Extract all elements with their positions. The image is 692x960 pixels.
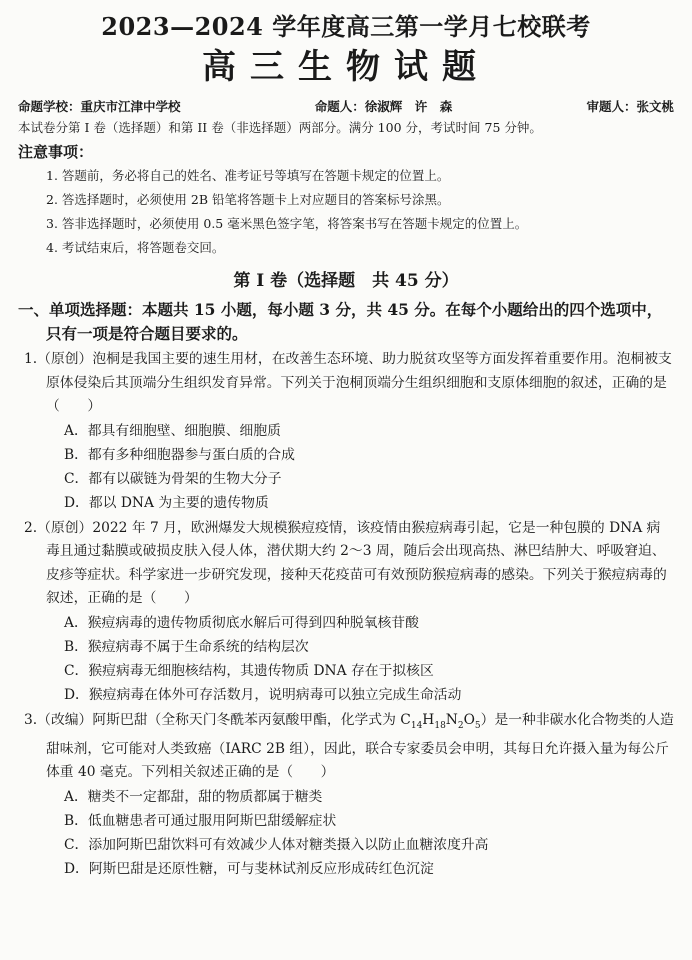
chemical-formula: $C_{14}H_{18}N_2O_5$ — [400, 711, 481, 731]
exam-title: 2023—2024 学年度高三第一学月七校联考 — [101, 12, 591, 41]
question-2-option-c: C．猴痘病毒无细胞核结构，其遗传物质 DNA 存在于拟核区 — [64, 662, 434, 679]
note-item: 1. 答题前，务必将自己的姓名、准考证号等填写在答题卡规定的位置上。 — [46, 168, 450, 183]
note-item: 3. 答非选择题时，必须使用 0.5 毫米黑色签字笔，将答案书写在答题卡规定的位置上。 — [46, 216, 528, 231]
question-2-option-a: A．猴痘病毒的遗传物质彻底水解后可得到四种脱氧核苷酸 — [64, 614, 419, 631]
notes-heading: 注意事项： — [18, 143, 94, 161]
question-2-option-b: B．猴痘病毒不属于生命系统的结构层次 — [64, 638, 309, 655]
question-1-option-a: A．都具有细胞壁、细胞膜、细胞质 — [64, 422, 281, 439]
question-1 — [18, 348, 674, 419]
question-2-option-d: D．猴痘病毒在体外可存活数月，说明病毒可以独立完成生命活动 — [64, 686, 462, 703]
note-item: 2. 答选择题时，必须使用 2B 铅笔将答题卡上对应题目的答案标号涂黑。 — [46, 192, 450, 207]
note-item: 4. 考试结束后，将答题卷交回。 — [46, 240, 225, 255]
question-3-option-d: D．阿斯巴甜是还原性糖，可与斐林试剂反应形成砖红色沉淀 — [64, 860, 434, 877]
proposing-school: 命题学校：重庆市江津中学校 — [18, 99, 181, 114]
notes-list — [18, 164, 674, 260]
meta-row — [18, 96, 674, 118]
subject-title: 高三生物试题 — [202, 47, 490, 87]
exam-intro: 本试卷分第 I 卷（选择题）和第 II 卷（非选择题）两部分。满分 100 分，考试时间 75 分钟。 — [18, 120, 542, 135]
question-3-option-c: C．添加阿斯巴甜饮料可有效减少人体对糖类摄入以防止血糖浓度升高 — [64, 836, 489, 853]
question-1-option-b: B．都有多种细胞器参与蛋白质的合成 — [64, 446, 295, 463]
section-one-title: 一、单项选择题：本题共 15 小题，每小题 3 分，共 45 分。在每个小题给出的四个选项中，只有一项是符合题目要求的。 — [18, 300, 663, 343]
question-authors: 命题人：徐淑辉 许 森 — [314, 99, 453, 114]
part-one-title: 第 I 卷（选择题 共 45 分） — [233, 271, 459, 291]
question-3 — [18, 709, 674, 785]
question-3-option-a: A．糖类不一定都甜，甜的物质都属于糖类 — [64, 788, 323, 805]
question-stem-end: ）是一种非碳水化合物类的人造甜味剂，它可能对人类致癌（IARC 2B 组），因此，联合专家委员会申明，其每日允许摄入量为每公斤体重 40 毫克。下列相关叙述正确的是（ ） — [46, 711, 674, 781]
question-1-option-c: C．都有以碳链为骨架的生物大分子 — [64, 470, 282, 487]
question-1-option-d: D．都以 DNA 为主要的遗传物质 — [64, 494, 269, 511]
question-2 — [18, 517, 674, 611]
question-stem: 2.（原创）2022 年 7 月，欧洲爆发大规模猴痘疫情，该疫情由猴痘病毒引起，它是一种包膜的 DNA 病毒且通过黏膜或破损皮肤入侵人体，潜伏期大约 2～3 周，随后会出现高热、淋巴结肿大、呼吸窘迫、皮疹等症状。科学家进一步研究发现，接种天花疫苗可有效预防猴痘病毒的感染。下列关于猴痘病毒的叙述，正确的是（ ） — [24, 519, 667, 606]
question-3-option-b: B．低血糖患者可通过服用阿斯巴甜缓解症状 — [64, 812, 337, 829]
question-stem-start: 3.（改编）阿斯巴甜（全称天门冬酰苯丙氨酸甲酯，化学式为 — [24, 711, 401, 728]
reviewer: 审题人：张文桃 — [586, 99, 674, 114]
question-stem: 1.（原创）泡桐是我国主要的速生用材，在改善生态环境、助力脱贫攻坚等方面发挥着重要作用。泡桐被支原体侵染后其顶端分生组织发育异常。下列关于泡桐顶端分生组织细胞和支原体细胞的叙述，正确的是（ ） — [24, 351, 672, 414]
